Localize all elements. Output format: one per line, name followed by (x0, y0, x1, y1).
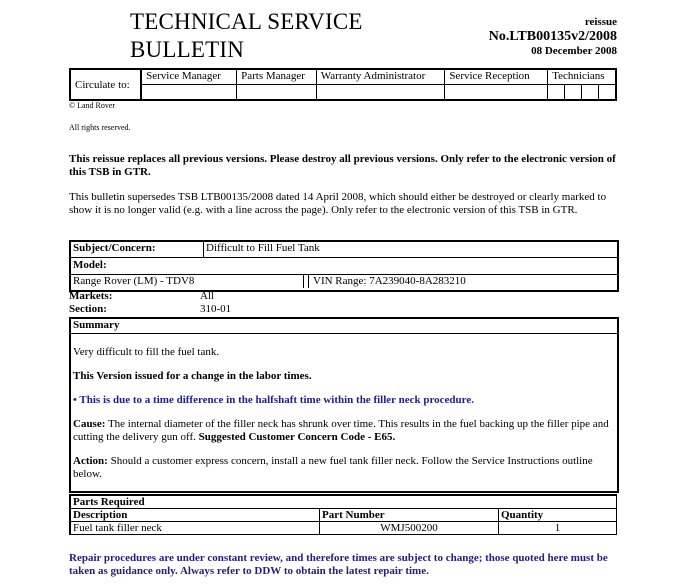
part-description: Fuel tank filler neck (70, 522, 320, 535)
section-value: 310-01 (200, 303, 232, 315)
initial-box (582, 85, 599, 101)
part-quantity: 1 (499, 522, 617, 535)
parts-table (69, 494, 617, 535)
circulate-label: Circulate to: (70, 69, 141, 100)
recipient-technicians: Technicians (548, 69, 616, 85)
bulletin-title (130, 8, 363, 64)
action-label: Action: (73, 455, 108, 467)
markets-label: Markets: (69, 290, 113, 302)
supersedes-note: This bulletin supersedes TSB LTB00135/2008 dated 14 April 2008, which should either be destroyed or clearly marked to show it is no longer valid (e.g. with a line across the page). Only refer to the electronic version of this TSB in GTR. (69, 191, 607, 216)
reissue-label: reissue (584, 16, 617, 28)
bulletin-number: No.LTB00135v2/2008 (488, 29, 617, 44)
table-row (70, 522, 617, 535)
rights-reserved: All rights reserved. (69, 123, 131, 132)
action-text: Should a customer express concern, install a new fuel tank filler neck. Follow the Service Instructions outline below. (73, 455, 593, 480)
summary-cause (73, 418, 613, 444)
part-number: WMJ500200 (320, 522, 499, 535)
initial-box (445, 85, 548, 101)
circulate-table (69, 68, 617, 101)
summary-line-1: Very difficult to fill the fuel tank. (73, 346, 220, 358)
model-value: Range Rover (LM) - TDV8 (71, 275, 304, 288)
initial-box (565, 85, 582, 101)
title-line-2: BULLETIN (130, 37, 245, 62)
subject-box (69, 240, 619, 292)
subject-row (71, 242, 617, 258)
parts-title: Parts Required (70, 495, 617, 509)
recipient-parts-manager: Parts Manager (237, 69, 317, 85)
recipient-service-reception: Service Reception (445, 69, 548, 85)
reissue-notice: This reissue replaces all previous versions. Please destroy all previous versions. Only refer to the electronic version of this TSB in GTR. (69, 153, 616, 178)
initial-box (237, 85, 317, 101)
title-line-1: TECHNICAL SERVICE (130, 9, 363, 34)
summary-divider (71, 333, 617, 334)
initial-box (141, 85, 237, 101)
recipient-warranty-administrator: Warranty Administrator (316, 69, 445, 85)
parts-header-quantity: Quantity (499, 509, 617, 522)
parts-header-description: Description (70, 509, 320, 522)
section-label: Section: (69, 303, 107, 315)
cause-text: The internal diameter of the filler neck has shrunk over time. This results in the fuel backing up the filler pipe and cutting the delivery gun off. (73, 418, 609, 443)
summary-label: Summary (73, 319, 120, 331)
vin-range: VIN Range: 7A239040-8A283210 (308, 275, 617, 288)
model-row (71, 259, 617, 275)
copyright: © Land Rover (69, 101, 116, 110)
initial-box (548, 85, 565, 101)
cause-code: Suggested Customer Concern Code - E65. (198, 431, 396, 443)
initial-box (598, 85, 616, 101)
summary-line-3: • This is due to a time difference in the halfshaft time within the filler neck procedure. (73, 394, 474, 406)
subject-label: Subject/Concern: (71, 242, 204, 257)
repair-time-note: Repair procedures are under constant review, and therefore times are subject to change; those quoted here must be taken as guidance only. Always refer to DDW to obtain the latest repair time. (69, 552, 608, 577)
parts-header-part-number: Part Number (320, 509, 499, 522)
model-label: Model: (73, 259, 107, 271)
initial-box (316, 85, 445, 101)
markets-value: All (200, 290, 215, 302)
summary-box (69, 317, 619, 493)
recipient-service-manager: Service Manager (141, 69, 237, 85)
cause-label: Cause: (73, 418, 106, 430)
summary-line-2: This Version issued for a change in the labor times. (73, 370, 312, 382)
model-value-row (71, 275, 617, 288)
summary-action (73, 455, 613, 481)
bulletin-date: 08 December 2008 (531, 45, 617, 57)
subject-value: Difficult to Fill Fuel Tank (206, 242, 320, 254)
